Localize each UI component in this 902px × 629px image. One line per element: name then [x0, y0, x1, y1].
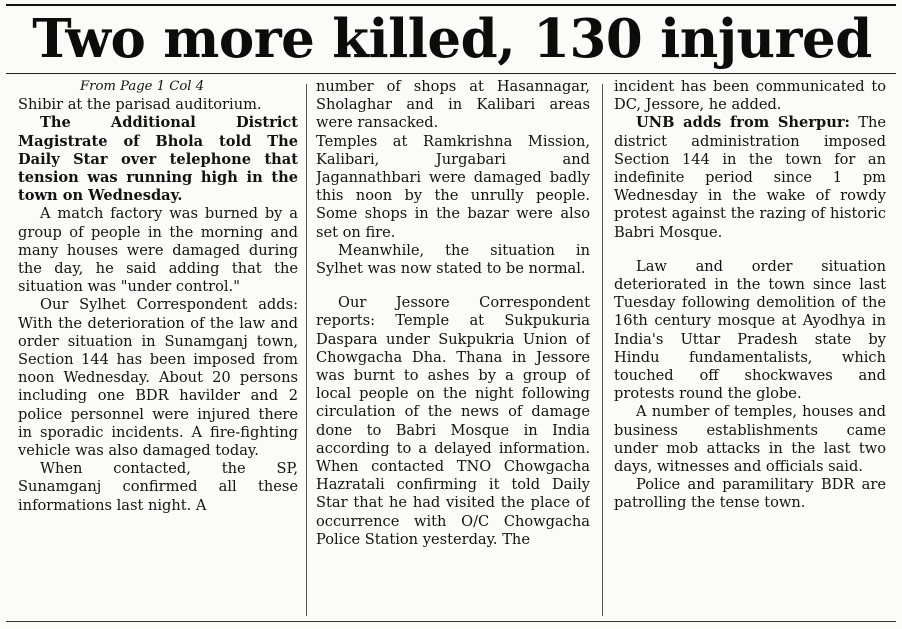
paragraph	[614, 114, 886, 241]
headline: Two more killed, 130 injured	[32, 8, 872, 70]
paragraph: Law and order situation deteriorated in the town since last Tuesday following demolition of the 16th century mosque at Ayodhya in India's Uttar Pradesh state by Hindu fundamentalists, which touched off shockwaves and protests round the globe.	[614, 257, 886, 403]
paragraph: Meanwhile, the situation in Sylhet was now stated to be normal.	[316, 241, 590, 278]
paragraph-gap	[614, 242, 886, 258]
column-divider	[602, 84, 603, 616]
paragraph: number of shops at Hasannagar, Sholaghar and in Kalibari areas were ransacked.	[316, 78, 590, 132]
column-1	[18, 78, 298, 618]
paragraph: Our Sylhet Correspondent adds: With the deterioration of the law and order situation in Sunamganj town, Section 144 has been imposed from noon Wednesday. About 20 persons including one BDR havilder and 2 police personnel were injured there in sporadic incidents. A fire-fighting vehicle was also damaged today.	[18, 296, 298, 460]
paragraph: incident has been communicated to DC, Jessore, he added.	[614, 78, 886, 114]
paragraph: Our Jessore Correspondent reports: Temple at Sukpukuria Daspara under Sukpukria Union of Chowgacha Dha. Thana in Jessore was burnt to ashes by a group of local people on the night following circulation of the news of damage done to Babri Mosque in India according to a delayed information. When contacted TNO Chowgacha Hazratali confirming it told Daily Star that he had visited the place of occurrence with O/C Chowgacha Police Station yesterday. The	[316, 294, 590, 548]
paragraph: Temples at Ramkrishna Mission, Kalibari, Jurgabari and Jagannathbari were damaged badly this noon by the unrully people. Some shops in the bazar were also set on fire.	[316, 132, 590, 241]
paragraph: The Additional District Magistrate of Bhola told The Daily Star over telephone that tension was running high in the town on Wednesday.	[18, 114, 298, 205]
bottom-rule	[6, 621, 896, 622]
paragraph-lead: UNB adds from Sherpur:	[636, 114, 850, 132]
dateline: From Page 1 Col 4	[80, 79, 205, 94]
paragraph: Police and paramilitary BDR are patrolling the tense town.	[614, 476, 886, 512]
paragraph-gap	[316, 278, 590, 294]
paragraph: When contacted, the SP, Sunamganj confirmed all these informations last night. A	[18, 460, 298, 514]
paragraph: A match factory was burned by a group of people in the morning and many houses were damaged during the day, he said adding that the situation was "under control."	[18, 205, 298, 296]
column-3	[614, 78, 886, 618]
headline-rule	[6, 73, 896, 74]
column-2	[316, 78, 590, 618]
paragraph: Shibir at the parisad auditorium.	[18, 96, 262, 114]
paragraph: A number of temples, houses and business establishments came under mob attacks in the last two days, witnesses and officials said.	[614, 403, 886, 476]
column-divider	[306, 84, 307, 616]
paragraph-body: The district administration imposed Section 144 in the town for an indefinite period since 1 pm Wednesday in the wake of rowdy protest against the razing of historic Babri Mosque.	[614, 114, 886, 241]
